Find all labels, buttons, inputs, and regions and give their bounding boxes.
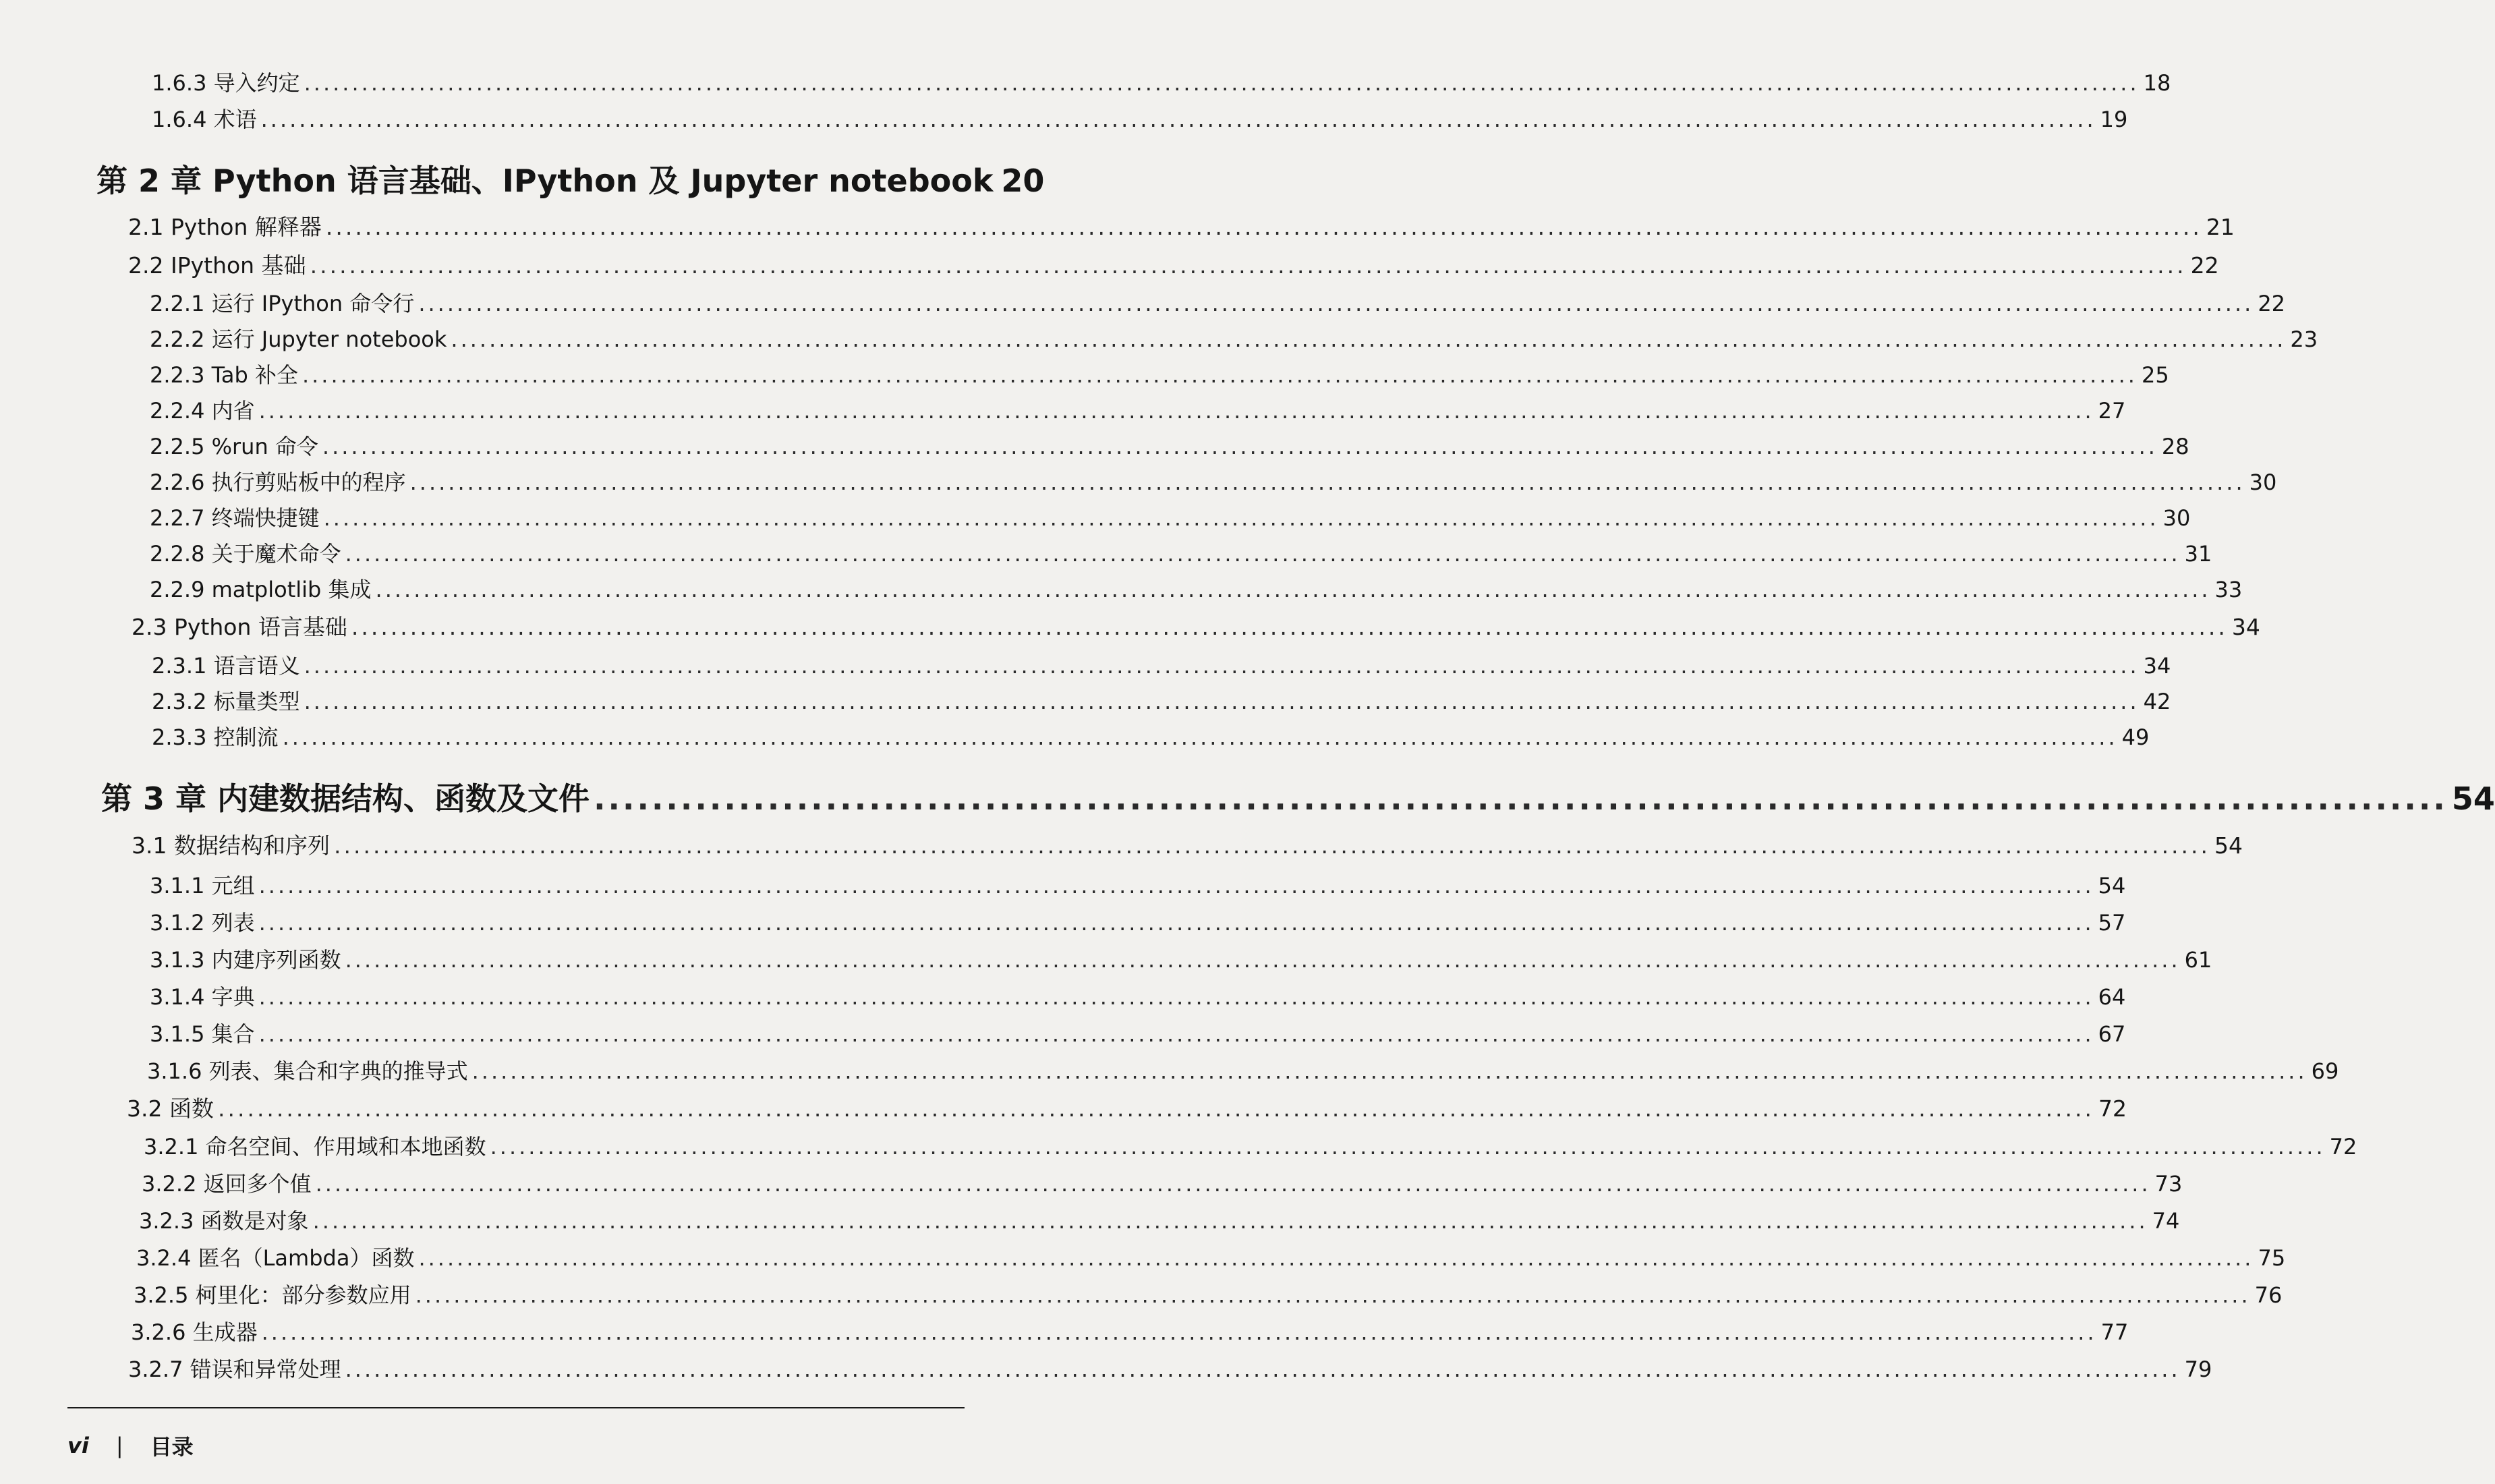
toc-entry-title: 1.6.4 术语 <box>152 107 257 132</box>
toc-entry-page: 75 <box>2258 1245 2286 1271</box>
toc-entry-title: 2.3 Python 语言基础 <box>132 614 347 640</box>
toc-entry-page: 64 <box>2098 984 2126 1010</box>
dot-leader: ................................................................................................................................................................................................ <box>409 469 2245 495</box>
toc-chapter-title: 第 2 章 Python 语言基础、IPython 及 Jupyter notebook <box>96 163 994 199</box>
toc-entry-title: 3.1.5 集合 <box>150 1021 255 1047</box>
toc-entry-title: 2.2.4 内省 <box>150 398 255 424</box>
toc-entry-2-2-3[interactable] <box>150 358 2169 389</box>
dot-leader: ................................................................................................................................................................................................ <box>304 689 2140 714</box>
toc-entry-page: 61 <box>2184 947 2212 973</box>
toc-entry-title: 2.3.3 控制流 <box>152 724 279 750</box>
toc-entry-page: 34 <box>2231 614 2260 640</box>
toc-entry-title: 3.2.3 函数是对象 <box>139 1208 309 1234</box>
toc-entry-page: 18 <box>2143 70 2171 96</box>
toc-entry-title: 3.2.1 命名空间、作用域和本地函数 <box>144 1134 486 1160</box>
dot-leader: ................................................................................................................................................................................................ <box>304 70 2140 96</box>
dot-leader: ................................................................................................................................................................................................ <box>490 1134 2326 1160</box>
toc-entry-2-2-9[interactable] <box>150 573 2243 604</box>
toc-entry-2-1[interactable] <box>128 210 2235 241</box>
toc-entry-title: 2.2 IPython 基础 <box>128 252 306 279</box>
dot-leader: ................................................................................................................................................................................................ <box>258 398 2094 424</box>
toc-entry-page: 30 <box>2249 469 2277 495</box>
toc-entry-page: 42 <box>2143 689 2171 714</box>
toc-entry-page: 23 <box>2290 326 2318 352</box>
toc-entry-3-1-6[interactable] <box>147 1054 2339 1085</box>
dot-leader: ................................................................................................................................................................................................ <box>418 1245 2254 1271</box>
toc-entry-page: 54 <box>2214 832 2243 859</box>
dot-leader: ................................................................................................................................................................................................ <box>304 653 2140 679</box>
toc-entry-2-2[interactable] <box>128 248 2219 280</box>
toc-entry-3-1-3[interactable] <box>150 943 2212 974</box>
toc-entry-title: 3.2 函数 <box>127 1095 214 1122</box>
toc-entry-page: 22 <box>2258 291 2286 316</box>
dot-leader: ................................................................................................................................................................................................ <box>323 505 2159 531</box>
toc-entry-page: 67 <box>2098 1021 2126 1047</box>
toc-entry-page: 72 <box>2329 1134 2357 1160</box>
dot-leader: ................................................................................................................................................................................................ <box>260 107 2096 132</box>
toc-entry-3-1-1[interactable] <box>150 869 2126 900</box>
toc-entry-page: 34 <box>2143 653 2171 679</box>
toc-entry-page: 69 <box>2311 1058 2339 1084</box>
toc-entry-page: 33 <box>2214 577 2243 602</box>
toc-entry-3-1-5[interactable] <box>150 1017 2126 1048</box>
toc-entry-page: 74 <box>2152 1208 2180 1234</box>
toc-entry-page: 28 <box>2161 434 2189 459</box>
toc-entry-2-3-2[interactable] <box>152 685 2171 716</box>
dot-leader: ................................................................................................................................................................................................ <box>258 910 2094 936</box>
toc-entry-page: 49 <box>2121 724 2150 750</box>
dot-leader: ................................................................................................................................................................................................ <box>415 1282 2251 1308</box>
toc-entry-page: 73 <box>2154 1171 2183 1197</box>
toc-entry-3-2-4[interactable] <box>136 1241 2286 1272</box>
toc-entry-title: 2.3.1 语言语义 <box>152 653 300 679</box>
toc-entry-2-2-1[interactable] <box>150 287 2286 318</box>
toc-entry-title: 2.2.8 关于魔术命令 <box>150 541 341 567</box>
dot-leader: ................................................................................................................................................................................................ <box>322 434 2158 459</box>
toc-entry-2-2-6[interactable] <box>150 465 2277 496</box>
toc-entry-2-2-2[interactable] <box>150 322 2318 353</box>
toc-entry-title: 3.1 数据结构和序列 <box>132 832 330 859</box>
toc-entry-title: 3.1.6 列表、集合和字典的推导式 <box>147 1058 468 1084</box>
toc-entry-title: 2.2.1 运行 IPython 命令行 <box>150 291 415 316</box>
toc-entry-page: 30 <box>2162 505 2191 531</box>
toc-entry-title: 2.2.9 matplotlib 集成 <box>150 577 372 602</box>
toc-entry-title: 2.3.2 标量类型 <box>152 689 300 714</box>
toc-entry-page: 25 <box>2141 362 2169 388</box>
dot-leader: ................................................................................................................................................................................................ <box>345 947 2181 973</box>
toc-entry-2-3-1[interactable] <box>152 649 2171 680</box>
toc-chapter-page: 54 <box>2451 780 2495 817</box>
dot-leader: ................................................................................................................................................................................................ <box>312 1208 2148 1234</box>
toc-entry-title: 3.2.7 错误和异常处理 <box>128 1357 341 1382</box>
toc-entry-3-1-4[interactable] <box>150 980 2126 1011</box>
dot-leader: ................................................................................................................................................................................................ <box>325 214 2202 240</box>
dot-leader: ................................................................................................................................................................................................ <box>351 614 2228 640</box>
toc-entry-1-6-4[interactable] <box>152 103 2128 134</box>
toc-entry-title: 3.1.1 元组 <box>150 873 255 898</box>
toc-entry-3-2[interactable] <box>127 1091 2127 1123</box>
toc-entry-page: 57 <box>2098 910 2126 936</box>
toc-entry-title: 2.2.5 %run 命令 <box>150 434 318 459</box>
toc-entry-page: 19 <box>2100 107 2128 132</box>
dot-leader: ................................................................................................................................................................................................ <box>471 1058 2307 1084</box>
footer-rule <box>67 1407 965 1408</box>
toc-entry-title: 2.2.7 终端快捷键 <box>150 505 320 531</box>
toc-chapter-2[interactable] <box>96 156 1045 201</box>
dot-leader: ................................................................................................................................................................................................ <box>418 291 2254 316</box>
toc-entry-title: 3.1.4 字典 <box>150 984 255 1010</box>
page-footer <box>67 1430 194 1461</box>
toc-entry-title: 3.1.3 内建序列函数 <box>150 947 341 973</box>
toc-entry-page: 22 <box>2190 252 2219 279</box>
dot-leader: ................................................................................................................................................................................................ <box>345 1357 2181 1382</box>
dot-leader: ................................................................................................................................................................................................ <box>375 577 2211 602</box>
dot-leader: ................................................................................................................................................................................................ <box>217 1095 2095 1122</box>
page-number: vi <box>67 1433 89 1458</box>
toc-entry-page: 54 <box>2098 873 2126 898</box>
toc-entry-title: 3.2.5 柯里化：部分参数应用 <box>134 1282 411 1308</box>
dot-leader: ................................................................................................................................................................................................ <box>258 1021 2094 1047</box>
toc-entry-1-6-3[interactable] <box>152 66 2171 97</box>
toc-entry-page: 31 <box>2184 541 2212 567</box>
dot-leader: ................................................................................................................................................................................................ <box>261 1319 2097 1345</box>
toc-entry-page: 79 <box>2184 1357 2212 1382</box>
toc-chapter-page: 20 <box>1001 163 1045 199</box>
toc-entry-2-2-5[interactable] <box>150 430 2189 461</box>
toc-entry-page: 76 <box>2254 1282 2283 1308</box>
toc-entry-2-2-4[interactable] <box>150 394 2126 425</box>
toc-entry-2-3[interactable] <box>132 610 2260 641</box>
toc-entry-title: 3.2.4 匿名（Lambda）函数 <box>136 1245 415 1271</box>
toc-entry-page: 21 <box>2206 214 2235 240</box>
toc-entry-title: 2.2.6 执行剪贴板中的程序 <box>150 469 406 495</box>
toc-entry-3-2-6[interactable] <box>131 1315 2129 1346</box>
toc-entry-3-2-3[interactable] <box>139 1204 2180 1235</box>
dot-leader: ................................................................................................................................................................................................ <box>345 541 2181 567</box>
toc-entry-title: 3.2.2 返回多个值 <box>142 1171 312 1197</box>
toc-entry-page: 27 <box>2098 398 2126 424</box>
dot-leader: ................................................................................................................................................................................................ <box>451 326 2287 352</box>
footer-separator: | <box>115 1433 123 1458</box>
toc-entry-page: 77 <box>2100 1319 2129 1345</box>
toc-entry-title: 3.1.2 列表 <box>150 910 255 936</box>
dot-leader: ................................................................................................................................................................................................ <box>302 362 2138 388</box>
toc-entry-2-3-3[interactable] <box>152 720 2150 751</box>
dot-leader: ................................................................................................................................................................................................ <box>258 984 2094 1010</box>
toc-entry-page: 72 <box>2098 1095 2127 1122</box>
toc-chapter-3[interactable] <box>101 774 2495 819</box>
running-title: 目录 <box>150 1434 194 1460</box>
toc-entry-3-2-5[interactable] <box>134 1278 2283 1309</box>
toc-entry-2-2-7[interactable] <box>150 501 2191 532</box>
toc-entry-3-1[interactable] <box>132 828 2243 860</box>
dot-leader: ................................................................................................................................................................................................ <box>282 724 2118 750</box>
toc-entry-title: 2.2.3 Tab 补全 <box>150 362 298 388</box>
toc-entry-3-2-7[interactable] <box>128 1352 2212 1383</box>
dot-leader: ................................................................................................................................................................................................ <box>310 252 2187 279</box>
toc-entry-title: 2.1 Python 解释器 <box>128 214 322 240</box>
toc-entry-2-2-8[interactable] <box>150 537 2212 568</box>
toc-entry-3-1-2[interactable] <box>150 906 2126 937</box>
dot-leader: ................................................................................................................................................................................................ <box>333 832 2211 859</box>
toc-entry-title: 1.6.3 导入约定 <box>152 70 300 96</box>
toc-entry-3-2-2[interactable] <box>142 1167 2183 1198</box>
toc-entry-3-2-1[interactable] <box>144 1130 2357 1161</box>
dot-leader: ................................................................................................................................................................................................ <box>315 1171 2151 1197</box>
toc-entry-title: 2.2.2 运行 Jupyter notebook <box>150 326 447 352</box>
toc-chapter-title: 第 3 章 内建数据结构、函数及文件 <box>101 780 590 817</box>
dot-leader: ................................................................................................................................................................................................ <box>258 873 2094 898</box>
dot-leader: ................................................................................................................................ <box>594 780 2448 817</box>
toc-entry-title: 3.2.6 生成器 <box>131 1319 258 1345</box>
